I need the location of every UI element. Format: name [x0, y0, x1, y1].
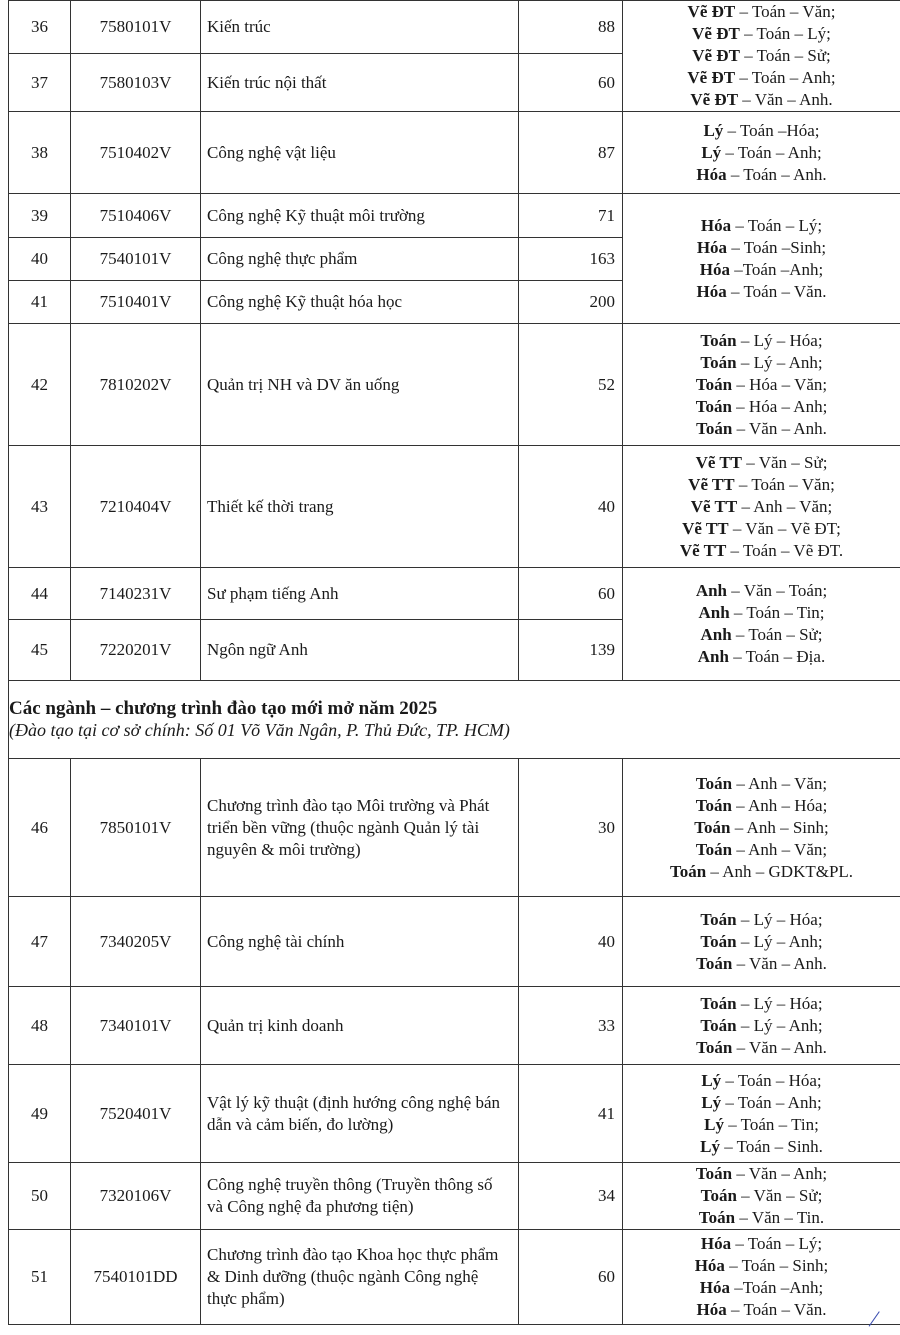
combo-line: Toán – Lý – Anh; [700, 931, 823, 951]
combo-line: Anh – Toán – Địa. [697, 647, 826, 666]
row-code: 7510406V [71, 194, 201, 238]
subject-combinations [623, 759, 900, 897]
combo-line: Toán – Văn – Anh. [696, 418, 827, 438]
row-stt: 40 [9, 238, 71, 281]
row-name: Kiến trúc [201, 1, 519, 54]
row-code: 7810202V [71, 324, 201, 446]
row-name: Quản trị NH và DV ăn uống [201, 324, 519, 446]
combo-line: Hóa – Toán –Sinh; [696, 237, 827, 257]
combo-line: Hóa – Toán – Văn. [696, 1300, 827, 1319]
section-header [9, 681, 900, 759]
combo-line: Toán – Anh – Sinh; [694, 817, 829, 837]
row-stt: 44 [9, 568, 71, 620]
row-code: 7580103V [71, 54, 201, 112]
subject-combinations [623, 194, 900, 324]
row-stt: 47 [9, 897, 71, 987]
row-name: Vật lý kỹ thuật (định hướng công nghệ bán dẫn và cảm biến, đo lường) [201, 1065, 519, 1163]
combo-line: Vẽ ĐT – Toán – Văn; [687, 2, 836, 21]
combo-line: Toán – Văn – Anh. [696, 1037, 827, 1057]
combo-line: Vẽ ĐT – Toán – Sử; [692, 46, 831, 65]
combo-line: Toán – Anh – GDKT&PL. [669, 861, 854, 881]
table-row [9, 568, 900, 620]
table-row [9, 194, 900, 238]
table-row [9, 987, 900, 1065]
row-name: Công nghệ tài chính [201, 897, 519, 987]
section-subtitle: (Đào tạo tại cơ sở chính: Số 01 Võ Văn Ngân, P. Thủ Đức, TP. HCM) [9, 720, 510, 740]
combo-line: Toán – Văn – Anh. [696, 953, 827, 973]
combo-line: Vẽ ĐT – Văn – Anh. [690, 90, 833, 109]
row-name: Chương trình đào tạo Môi trường và Phát triển bền vững (thuộc ngành Quản lý tài nguyên & môi trường) [201, 759, 519, 897]
combo-line: Lý – Toán – Tin; [704, 1114, 819, 1134]
table-row [9, 1, 900, 54]
combo-line: Hóa – Toán – Lý; [700, 215, 823, 235]
row-stt: 45 [9, 620, 71, 681]
subject-combinations [623, 1163, 900, 1230]
row-stt: 39 [9, 194, 71, 238]
subject-combinations [623, 568, 900, 681]
row-code: 7850101V [71, 759, 201, 897]
row-quota: 88 [519, 1, 623, 54]
combo-line: Vẽ TT – Anh – Văn; [690, 496, 833, 516]
row-code: 7340205V [71, 897, 201, 987]
row-name: Chương trình đào tạo Khoa học thực phẩm & Dinh dưỡng (thuộc ngành Công nghệ thực phẩm) [201, 1230, 519, 1325]
combo-line: Lý – Toán – Hóa; [701, 1070, 822, 1090]
row-stt: 36 [9, 1, 71, 54]
combo-line: Lý – Toán – Anh; [701, 142, 822, 162]
combo-line: Toán – Lý – Anh; [700, 1015, 823, 1035]
combo-line: Toán – Anh – Hóa; [695, 795, 828, 815]
row-name: Công nghệ thực phẩm [201, 238, 519, 281]
table-row [9, 897, 900, 987]
combo-line: Hóa – Toán – Anh. [696, 164, 827, 184]
row-code: 7210404V [71, 446, 201, 568]
row-quota: 30 [519, 759, 623, 897]
admissions-table-body [9, 1, 900, 1325]
row-code: 7510402V [71, 112, 201, 194]
combo-line: Hóa – Toán – Văn. [696, 281, 827, 301]
combo-line: Toán – Lý – Hóa; [700, 330, 823, 350]
combo-line: Vẽ ĐT – Toán – Anh; [687, 68, 836, 87]
row-code: 7540101V [71, 238, 201, 281]
combo-line: Lý – Toán – Anh; [701, 1092, 822, 1112]
combo-line: Lý – Toán –Hóa; [703, 120, 820, 140]
row-stt: 49 [9, 1065, 71, 1163]
row-quota: 200 [519, 281, 623, 324]
row-code: 7340101V [71, 987, 201, 1065]
row-stt: 42 [9, 324, 71, 446]
subject-combinations [623, 897, 900, 987]
row-name: Quản trị kinh doanh [201, 987, 519, 1065]
row-stt: 37 [9, 54, 71, 112]
combo-line: Toán – Anh – Văn; [695, 839, 828, 859]
row-stt: 38 [9, 112, 71, 194]
combo-line: Toán – Lý – Hóa; [700, 909, 823, 929]
combo-line: Vẽ TT – Văn – Vẽ ĐT; [682, 518, 841, 538]
row-code: 7510401V [71, 281, 201, 324]
row-quota: 71 [519, 194, 623, 238]
subject-combinations [623, 324, 900, 446]
row-stt: 46 [9, 759, 71, 897]
combo-line: Toán – Anh – Văn; [695, 773, 828, 793]
row-code: 7140231V [71, 568, 201, 620]
subject-combinations [623, 112, 900, 194]
combo-line: Vẽ TT – Văn – Sử; [695, 452, 828, 472]
row-name: Công nghệ Kỹ thuật hóa học [201, 281, 519, 324]
row-quota: 87 [519, 112, 623, 194]
row-quota: 60 [519, 568, 623, 620]
combo-line: Vẽ TT – Toán – Văn; [688, 474, 835, 494]
subject-combinations [623, 1, 900, 112]
table-row [9, 324, 900, 446]
row-stt: 43 [9, 446, 71, 568]
section-header-row [9, 681, 900, 759]
combo-line: Lý – Toán – Sinh. [700, 1136, 823, 1156]
row-code: 7540101DD [71, 1230, 201, 1325]
row-code: 7220201V [71, 620, 201, 681]
row-stt: 51 [9, 1230, 71, 1325]
combo-line: Anh – Toán – Sử; [700, 625, 823, 644]
combo-line: Toán – Hóa – Anh; [695, 396, 828, 416]
row-code: 7580101V [71, 1, 201, 54]
subject-combinations [623, 1065, 900, 1163]
combo-line: Anh – Toán – Tin; [698, 603, 825, 622]
row-name: Ngôn ngữ Anh [201, 620, 519, 681]
row-quota: 41 [519, 1065, 623, 1163]
row-quota: 34 [519, 1163, 623, 1230]
combo-line: Hóa –Toán –Anh; [699, 259, 824, 279]
row-quota: 52 [519, 324, 623, 446]
row-quota: 60 [519, 1230, 623, 1325]
combo-line: Vẽ TT – Toán – Vẽ ĐT. [679, 540, 844, 560]
row-name: Công nghệ vật liệu [201, 112, 519, 194]
table-row [9, 759, 900, 897]
combo-line: Hóa – Toán – Lý; [700, 1234, 823, 1253]
table-row [9, 446, 900, 568]
table-row [9, 1163, 900, 1230]
row-quota: 40 [519, 446, 623, 568]
combo-line: Toán – Hóa – Văn; [695, 374, 828, 394]
combo-line: Toán – Văn – Tin. [698, 1208, 825, 1227]
row-name: Công nghệ Kỹ thuật môi trường [201, 194, 519, 238]
table-row [9, 1230, 900, 1325]
row-quota: 139 [519, 620, 623, 681]
row-name: Kiến trúc nội thất [201, 54, 519, 112]
row-code: 7320106V [71, 1163, 201, 1230]
combo-line: Hóa –Toán –Anh; [699, 1278, 824, 1297]
row-name: Sư phạm tiếng Anh [201, 568, 519, 620]
combo-line: Anh – Văn – Toán; [695, 581, 828, 600]
row-quota: 40 [519, 897, 623, 987]
row-stt: 48 [9, 987, 71, 1065]
admissions-table [8, 0, 900, 1325]
row-code: 7520401V [71, 1065, 201, 1163]
row-quota: 33 [519, 987, 623, 1065]
row-quota: 60 [519, 54, 623, 112]
row-stt: 50 [9, 1163, 71, 1230]
section-title: Các ngành – chương trình đào tạo mới mở năm 2025 [9, 698, 438, 719]
combo-line: Hóa – Toán – Sinh; [694, 1256, 829, 1275]
combo-line: Vẽ ĐT – Toán – Lý; [692, 24, 831, 43]
row-stt: 41 [9, 281, 71, 324]
subject-combinations [623, 987, 900, 1065]
subject-combinations [623, 1230, 900, 1325]
combo-line: Toán – Văn – Sử; [700, 1186, 823, 1205]
row-name: Công nghệ truyền thông (Truyền thông số và Công nghệ đa phương tiện) [201, 1163, 519, 1230]
combo-line: Toán – Lý – Hóa; [700, 993, 823, 1013]
row-name: Thiết kế thời trang [201, 446, 519, 568]
table-row [9, 1065, 900, 1163]
row-quota: 163 [519, 238, 623, 281]
combo-line: Toán – Văn – Anh; [695, 1164, 828, 1183]
table-row [9, 112, 900, 194]
subject-combinations [623, 446, 900, 568]
combo-line: Toán – Lý – Anh; [700, 352, 823, 372]
